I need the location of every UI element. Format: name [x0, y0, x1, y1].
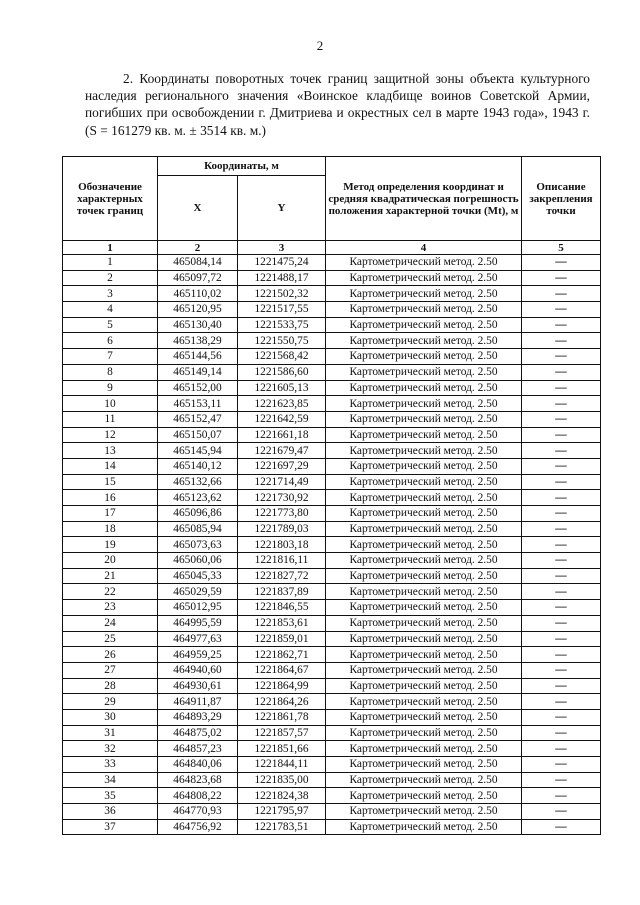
table-row: [63, 255, 601, 271]
method-cell: Картометрический метод. 2.50: [326, 286, 522, 302]
table-row: [63, 521, 601, 537]
coordinate-y: 1221642,59: [238, 411, 326, 427]
coordinate-y: 1221844,11: [238, 757, 326, 773]
coordinate-x: 465012,95: [158, 600, 238, 616]
coordinate-y: 1221824,38: [238, 788, 326, 804]
coordinate-x: 464756,92: [158, 819, 238, 835]
table-row: [63, 474, 601, 490]
coordinate-x: 464995,59: [158, 615, 238, 631]
coordinate-x: 465110,02: [158, 286, 238, 302]
method-cell: Картометрический метод. 2.50: [326, 537, 522, 553]
description-cell: —: [522, 521, 601, 537]
coordinate-y: 1221851,66: [238, 741, 326, 757]
coordinate-x: 464930,61: [158, 678, 238, 694]
table-row: [63, 317, 601, 333]
method-cell: Картометрический метод. 2.50: [326, 302, 522, 318]
coordinate-y: 1221837,89: [238, 584, 326, 600]
coordinate-y: 1221864,99: [238, 678, 326, 694]
table-row: [63, 600, 601, 616]
method-cell: Картометрический метод. 2.50: [326, 804, 522, 820]
point-number: 30: [63, 709, 158, 725]
point-number: 2: [63, 270, 158, 286]
column-number: 1: [63, 241, 158, 255]
method-cell: Картометрический метод. 2.50: [326, 694, 522, 710]
coordinate-x: 465120,95: [158, 302, 238, 318]
point-number: 28: [63, 678, 158, 694]
table-row: [63, 490, 601, 506]
point-number: 6: [63, 333, 158, 349]
header-description: Описание закрепления точки: [522, 157, 601, 241]
description-cell: —: [522, 553, 601, 569]
method-cell: Картометрический метод. 2.50: [326, 411, 522, 427]
description-cell: —: [522, 458, 601, 474]
coordinate-y: 1221605,13: [238, 380, 326, 396]
coordinate-x: 465152,47: [158, 411, 238, 427]
coordinate-y: 1221827,72: [238, 568, 326, 584]
table-row: [63, 506, 601, 522]
coordinate-y: 1221862,71: [238, 647, 326, 663]
coordinate-x: 465084,14: [158, 255, 238, 271]
description-cell: —: [522, 411, 601, 427]
coordinate-y: 1221846,55: [238, 600, 326, 616]
method-cell: Картометрический метод. 2.50: [326, 317, 522, 333]
description-cell: —: [522, 741, 601, 757]
coordinate-x: 465097,72: [158, 270, 238, 286]
point-number: 8: [63, 364, 158, 380]
table-row: [63, 804, 601, 820]
method-cell: Картометрический метод. 2.50: [326, 741, 522, 757]
coordinate-x: 465073,63: [158, 537, 238, 553]
table-row: [63, 396, 601, 412]
coordinate-y: 1221623,85: [238, 396, 326, 412]
description-cell: —: [522, 647, 601, 663]
coordinate-x: 465130,40: [158, 317, 238, 333]
method-cell: Картометрический метод. 2.50: [326, 568, 522, 584]
coordinate-y: 1221586,60: [238, 364, 326, 380]
table-row: [63, 631, 601, 647]
coordinate-y: 1221488,17: [238, 270, 326, 286]
coordinate-y: 1221783,51: [238, 819, 326, 835]
coordinate-x: 465149,14: [158, 364, 238, 380]
point-number: 5: [63, 317, 158, 333]
table-row: [63, 443, 601, 459]
description-cell: —: [522, 396, 601, 412]
coordinate-x: 465144,56: [158, 349, 238, 365]
description-cell: —: [522, 317, 601, 333]
table-row: [63, 333, 601, 349]
coordinate-x: 464823,68: [158, 772, 238, 788]
coordinate-x: 465132,66: [158, 474, 238, 490]
coordinates-table: [62, 156, 601, 835]
table-row: [63, 788, 601, 804]
method-cell: Картометрический метод. 2.50: [326, 709, 522, 725]
coordinate-y: 1221803,18: [238, 537, 326, 553]
coordinate-y: 1221550,75: [238, 333, 326, 349]
coordinate-x: 464959,25: [158, 647, 238, 663]
method-cell: Картометрический метод. 2.50: [326, 772, 522, 788]
point-number: 12: [63, 427, 158, 443]
point-number: 24: [63, 615, 158, 631]
column-number: 3: [238, 241, 326, 255]
method-cell: Картометрический метод. 2.50: [326, 255, 522, 271]
table-row: [63, 694, 601, 710]
method-cell: Картометрический метод. 2.50: [326, 458, 522, 474]
coordinate-x: 464911,87: [158, 694, 238, 710]
table-row: [63, 772, 601, 788]
method-cell: Картометрический метод. 2.50: [326, 647, 522, 663]
method-cell: Картометрический метод. 2.50: [326, 788, 522, 804]
description-cell: —: [522, 349, 601, 365]
table-row: [63, 349, 601, 365]
point-number: 21: [63, 568, 158, 584]
coordinate-y: 1221661,18: [238, 427, 326, 443]
coordinate-x: 465085,94: [158, 521, 238, 537]
description-cell: —: [522, 678, 601, 694]
coordinate-y: 1221502,32: [238, 286, 326, 302]
description-cell: —: [522, 255, 601, 271]
point-number: 3: [63, 286, 158, 302]
method-cell: Картометрический метод. 2.50: [326, 662, 522, 678]
coordinate-x: 464893,29: [158, 709, 238, 725]
method-cell: Картометрический метод. 2.50: [326, 349, 522, 365]
table-row: [63, 741, 601, 757]
coordinate-x: 465045,33: [158, 568, 238, 584]
description-cell: —: [522, 568, 601, 584]
coordinate-y: 1221795,97: [238, 804, 326, 820]
table-row: [63, 553, 601, 569]
description-cell: —: [522, 490, 601, 506]
table-row: [63, 286, 601, 302]
description-cell: —: [522, 804, 601, 820]
description-cell: —: [522, 725, 601, 741]
description-cell: —: [522, 270, 601, 286]
description-cell: —: [522, 772, 601, 788]
method-cell: Картометрический метод. 2.50: [326, 757, 522, 773]
method-cell: Картометрический метод. 2.50: [326, 474, 522, 490]
method-cell: Картометрический метод. 2.50: [326, 364, 522, 380]
coordinate-y: 1221714,49: [238, 474, 326, 490]
table-row: [63, 709, 601, 725]
point-number: 1: [63, 255, 158, 271]
description-cell: —: [522, 788, 601, 804]
description-cell: —: [522, 380, 601, 396]
coordinate-y: 1221864,26: [238, 694, 326, 710]
coordinate-y: 1221861,78: [238, 709, 326, 725]
coordinate-x: 464857,23: [158, 741, 238, 757]
coordinate-y: 1221568,42: [238, 349, 326, 365]
table-row: [63, 584, 601, 600]
table-row: [63, 270, 601, 286]
coordinate-x: 465096,86: [158, 506, 238, 522]
description-cell: —: [522, 615, 601, 631]
table-header: [63, 157, 601, 255]
description-cell: —: [522, 694, 601, 710]
point-number: 29: [63, 694, 158, 710]
point-number: 17: [63, 506, 158, 522]
method-cell: Картометрический метод. 2.50: [326, 506, 522, 522]
method-cell: Картометрический метод. 2.50: [326, 443, 522, 459]
table-body: [63, 255, 601, 835]
coordinate-x: 465145,94: [158, 443, 238, 459]
coordinate-y: 1221853,61: [238, 615, 326, 631]
table-row: [63, 725, 601, 741]
coordinate-y: 1221533,75: [238, 317, 326, 333]
point-number: 32: [63, 741, 158, 757]
point-number: 23: [63, 600, 158, 616]
point-number: 11: [63, 411, 158, 427]
description-cell: —: [522, 537, 601, 553]
method-cell: Картометрический метод. 2.50: [326, 427, 522, 443]
description-cell: —: [522, 474, 601, 490]
point-number: 36: [63, 804, 158, 820]
method-cell: Картометрический метод. 2.50: [326, 270, 522, 286]
point-number: 27: [63, 662, 158, 678]
description-cell: —: [522, 662, 601, 678]
description-cell: —: [522, 302, 601, 318]
header-method: Метод определения координат и средняя квадратическая погрешность положения характерной точки (Mt), м: [326, 157, 522, 241]
coordinate-y: 1221679,47: [238, 443, 326, 459]
table-row: [63, 568, 601, 584]
coordinate-x: 465138,29: [158, 333, 238, 349]
header-y: Y: [238, 176, 326, 241]
method-cell: Картометрический метод. 2.50: [326, 396, 522, 412]
table-row: [63, 647, 601, 663]
description-cell: —: [522, 427, 601, 443]
coordinate-x: 465152,00: [158, 380, 238, 396]
method-cell: Картометрический метод. 2.50: [326, 490, 522, 506]
coordinate-x: 464940,60: [158, 662, 238, 678]
table-row: [63, 380, 601, 396]
table-row: [63, 302, 601, 318]
column-number: 5: [522, 241, 601, 255]
method-cell: Картометрический метод. 2.50: [326, 380, 522, 396]
point-number: 19: [63, 537, 158, 553]
table-row: [63, 427, 601, 443]
method-cell: Картометрический метод. 2.50: [326, 333, 522, 349]
column-number: 4: [326, 241, 522, 255]
point-number: 15: [63, 474, 158, 490]
coordinate-y: 1221859,01: [238, 631, 326, 647]
point-number: 22: [63, 584, 158, 600]
point-number: 13: [63, 443, 158, 459]
description-cell: —: [522, 584, 601, 600]
coordinate-x: 465060,06: [158, 553, 238, 569]
table-row: [63, 662, 601, 678]
table-row: [63, 757, 601, 773]
point-number: 16: [63, 490, 158, 506]
coordinate-x: 464808,22: [158, 788, 238, 804]
point-number: 34: [63, 772, 158, 788]
header-point-designation: Обозначение характерных точек границ: [63, 157, 158, 241]
coordinate-x: 465123,62: [158, 490, 238, 506]
coordinate-y: 1221730,92: [238, 490, 326, 506]
table-row: [63, 678, 601, 694]
coordinate-y: 1221835,00: [238, 772, 326, 788]
description-cell: —: [522, 631, 601, 647]
description-cell: —: [522, 364, 601, 380]
description-cell: —: [522, 819, 601, 835]
coordinate-x: 464840,06: [158, 757, 238, 773]
table-row: [63, 458, 601, 474]
description-cell: —: [522, 333, 601, 349]
method-cell: Картометрический метод. 2.50: [326, 553, 522, 569]
coordinate-x: 465150,07: [158, 427, 238, 443]
method-cell: Картометрический метод. 2.50: [326, 615, 522, 631]
point-number: 37: [63, 819, 158, 835]
coordinate-y: 1221857,57: [238, 725, 326, 741]
point-number: 33: [63, 757, 158, 773]
point-number: 14: [63, 458, 158, 474]
table-row: [63, 615, 601, 631]
table-row: [63, 364, 601, 380]
point-number: 10: [63, 396, 158, 412]
point-number: 26: [63, 647, 158, 663]
coordinate-x: 464977,63: [158, 631, 238, 647]
column-number-row: [63, 241, 601, 255]
point-number: 20: [63, 553, 158, 569]
point-number: 31: [63, 725, 158, 741]
coordinate-y: 1221475,24: [238, 255, 326, 271]
coordinate-x: 464770,93: [158, 804, 238, 820]
description-cell: —: [522, 709, 601, 725]
header-x: X: [158, 176, 238, 241]
method-cell: Картометрический метод. 2.50: [326, 521, 522, 537]
point-number: 18: [63, 521, 158, 537]
section-heading: 2. Координаты поворотных точек границ защитной зоны объекта культурного наследия регионального значения «Воинское кладбище воинов Советской Армии, погибших при освобождении г. Дмитриева и окрестных сел в марте 1943 года», 1943 г. (S = 161279 кв. м. ± 3514 кв. м.): [85, 71, 590, 138]
header-coordinates: Координаты, м: [158, 157, 326, 176]
table-row: [63, 819, 601, 835]
method-cell: Картометрический метод. 2.50: [326, 725, 522, 741]
point-number: 35: [63, 788, 158, 804]
method-cell: Картометрический метод. 2.50: [326, 600, 522, 616]
page-number: 2: [316, 38, 324, 53]
method-cell: Картометрический метод. 2.50: [326, 584, 522, 600]
coordinate-y: 1221773,80: [238, 506, 326, 522]
description-cell: —: [522, 757, 601, 773]
coordinate-x: 464875,02: [158, 725, 238, 741]
coordinate-y: 1221816,11: [238, 553, 326, 569]
table-row: [63, 537, 601, 553]
description-cell: —: [522, 286, 601, 302]
point-number: 4: [63, 302, 158, 318]
method-cell: Картометрический метод. 2.50: [326, 631, 522, 647]
point-number: 7: [63, 349, 158, 365]
method-cell: Картометрический метод. 2.50: [326, 678, 522, 694]
point-number: 9: [63, 380, 158, 396]
method-cell: Картометрический метод. 2.50: [326, 819, 522, 835]
column-number: 2: [158, 241, 238, 255]
coordinate-y: 1221864,67: [238, 662, 326, 678]
description-cell: —: [522, 506, 601, 522]
description-cell: —: [522, 600, 601, 616]
description-cell: —: [522, 443, 601, 459]
coordinate-x: 465153,11: [158, 396, 238, 412]
coordinate-x: 465029,59: [158, 584, 238, 600]
coordinate-y: 1221517,55: [238, 302, 326, 318]
coordinate-x: 465140,12: [158, 458, 238, 474]
table-row: [63, 411, 601, 427]
coordinate-y: 1221697,29: [238, 458, 326, 474]
coordinate-y: 1221789,03: [238, 521, 326, 537]
point-number: 25: [63, 631, 158, 647]
